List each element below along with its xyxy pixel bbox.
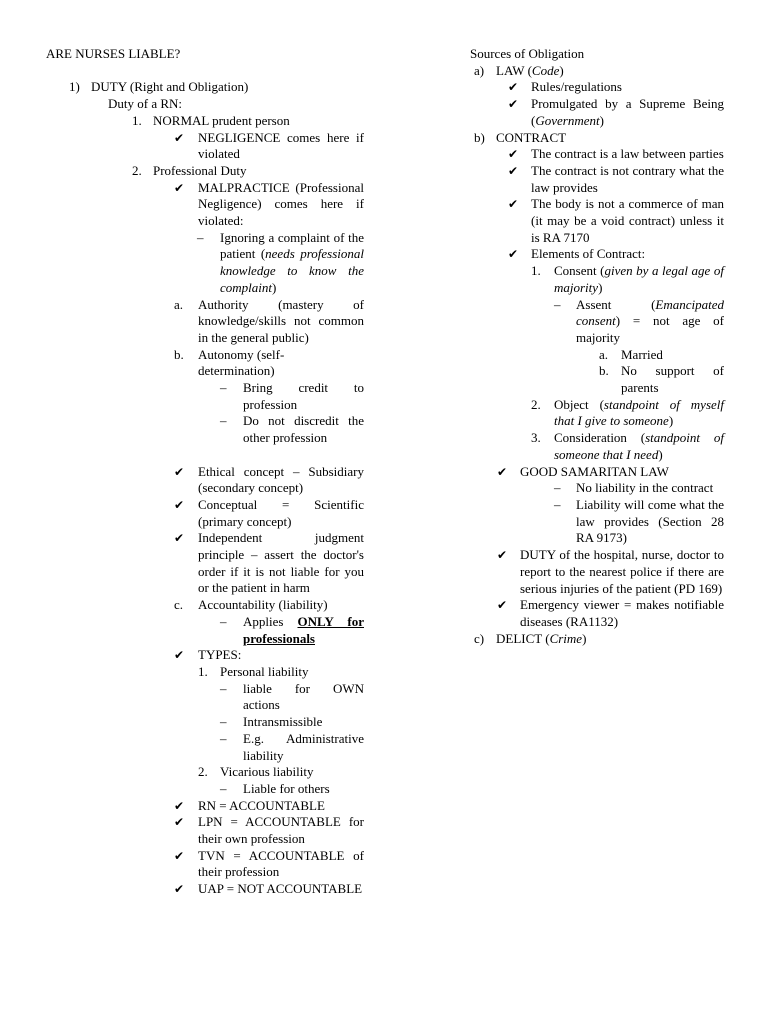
list-item-assent: – Assent (Emancipated consent) = not age of majority — [554, 296, 724, 345]
dash-icon: – — [220, 714, 227, 730]
dash-icon: – — [220, 730, 227, 746]
right-column — [470, 46, 724, 647]
check-mark-icon: ✔ — [497, 598, 508, 613]
list-item-vicarious: 2. Vicarious liability — [198, 764, 314, 780]
list-item-ethical: ✔ Ethical concept – Subsidiary (secondary concept) — [174, 463, 364, 496]
list-item-rules: ✔ Rules/regulations — [508, 79, 622, 95]
dash-icon: – — [554, 480, 561, 496]
check-mark-icon: ✔ — [174, 848, 185, 863]
check-mark-icon: ✔ — [508, 97, 519, 112]
list-item-rn: ✔ RN = ACCOUNTABLE — [174, 797, 325, 813]
check-mark-icon: ✔ — [174, 798, 185, 813]
list-item-emergency: ✔ Emergency viewer = makes notifiable diseases (RA1132) — [497, 597, 724, 629]
list-item-no-discredit: – Do not discredit the other profession — [220, 413, 364, 446]
dash-icon: – — [554, 496, 561, 512]
dash-icon: – — [220, 680, 227, 696]
list-item-applies: – Applies ONLY for professionals — [220, 613, 364, 646]
list-item-liable-others: – Liable for others — [220, 780, 330, 796]
check-mark-icon: ✔ — [508, 147, 519, 162]
check-mark-icon: ✔ — [174, 648, 185, 663]
list-item-malpractice: ✔ MALPRACTICE (Professional Negligence) comes here if violated: — [174, 179, 364, 229]
list-item-delict: c) DELICT (Crime) — [474, 630, 587, 646]
list-item-body-commerce: ✔ The body is not a commerce of man (it may be a void contract) unless it is RA 7170 — [508, 196, 724, 245]
list-item-married: a. Married — [599, 346, 663, 362]
list-item-duty-hospital: ✔ DUTY of the hospital, nurse, doctor to report to the nearest police if there are serious injuries of the patient (PD 169) — [497, 547, 724, 596]
dash-icon: – — [220, 380, 227, 396]
list-item-good-samaritan: ✔ GOOD SAMARITAN LAW — [497, 463, 669, 479]
list-item-consent: 1. Consent (given by a legal age of majority) — [531, 263, 724, 295]
list-item-ignoring: – Ignoring a complaint of the patient (needs professional knowledge to know the complaint) — [197, 229, 364, 295]
check-mark-icon: ✔ — [497, 548, 508, 563]
list-item-no-support: b. No support of parents — [599, 363, 724, 396]
check-mark-icon: ✔ — [174, 464, 185, 479]
left-column — [46, 46, 364, 898]
check-mark-icon: ✔ — [508, 163, 519, 178]
check-mark-icon: ✔ — [174, 815, 185, 830]
check-mark-icon: ✔ — [497, 464, 508, 479]
list-item-personal: 1. Personal liability — [198, 663, 309, 679]
sources-heading: Sources of Obligation — [470, 46, 585, 61]
list-item-lpn: ✔ LPN = ACCOUNTABLE for their own profession — [174, 814, 364, 847]
check-mark-icon: ✔ — [174, 180, 185, 195]
list-item-law: a) LAW (Code) — [474, 62, 564, 78]
dash-icon: – — [554, 296, 561, 312]
duty-of-rn: Duty of a RN: — [108, 96, 183, 112]
list-item-contract: b) CONTRACT — [474, 129, 567, 145]
list-item-own-actions: – liable for OWN actions — [220, 680, 364, 713]
list-item-tvn: ✔ TVN = ACCOUNTABLE of their profession — [174, 847, 364, 880]
list-item-negligence: ✔ NEGLIGENCE comes here if violated — [174, 129, 364, 162]
list-item-professional-duty: 2. Professional Duty — [132, 162, 247, 178]
list-item-uap: ✔ UAP = NOT ACCOUNTABLE — [174, 881, 363, 897]
check-mark-icon: ✔ — [508, 247, 519, 262]
list-item-bring-credit: – Bring credit to profession — [220, 380, 364, 412]
dash-icon: – — [197, 229, 204, 245]
list-item-liability-come: – Liability will come what the law provides (Section 28 RA 9173) — [554, 496, 724, 546]
check-mark-icon: ✔ — [508, 80, 519, 95]
list-item-normal: 1. NORMAL prudent person — [132, 112, 290, 128]
dash-icon: – — [220, 413, 227, 429]
list-item-intransmissible: – Intransmissible — [220, 714, 323, 730]
list-item-accountability: c. Accountability (liability) — [174, 597, 328, 613]
document-title: ARE NURSES LIABLE? — [46, 46, 181, 61]
check-mark-icon: ✔ — [508, 197, 519, 212]
list-item-autonomy: b. Autonomy (self-determination) — [174, 346, 285, 379]
check-mark-icon: ✔ — [174, 130, 185, 145]
check-mark-icon: ✔ — [174, 882, 185, 897]
check-mark-icon: ✔ — [174, 531, 185, 546]
duty-heading: 1) DUTY (Right and Obligation) — [69, 79, 249, 95]
list-item-no-liability: – No liability in the contract — [554, 480, 714, 496]
list-item-contract-law: ✔ The contract is a law between parties — [508, 146, 724, 162]
list-item-consideration: 3. Consideration (standpoint of someone that I need) — [531, 430, 724, 462]
list-item-eg-admin: – E.g. Administrative liability — [220, 730, 364, 763]
dash-icon: – — [220, 613, 227, 629]
check-mark-icon: ✔ — [174, 497, 185, 512]
list-item-promulgated: ✔ Promulgated by a Supreme Being (Government) — [508, 96, 724, 128]
list-item-object: 2. Object (standpoint of myself that I give to someone) — [531, 396, 725, 429]
list-item-independent: ✔ Independent judgment principle – assert the doctor's order if it is not liable for you or the patient in harm — [174, 530, 364, 596]
list-item-elements: ✔ Elements of Contract: — [508, 246, 646, 262]
list-item-not-contrary: ✔ The contract is not contrary what the law provides — [508, 162, 724, 195]
list-item-types: ✔ TYPES: — [174, 647, 242, 663]
dash-icon: – — [220, 780, 227, 796]
list-item-conceptual: ✔ Conceptual = Scientific (primary concept) — [174, 496, 364, 529]
list-item-authority: a. Authority (mastery of knowledge/skills not common in the general public) — [174, 296, 364, 345]
